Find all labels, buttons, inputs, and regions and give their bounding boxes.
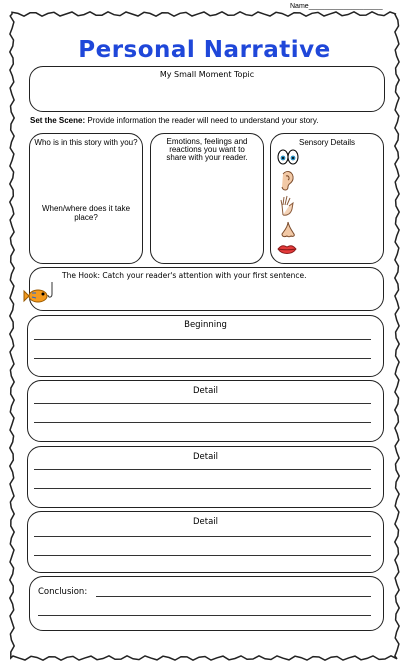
emotions-box [150,133,264,264]
lips-icon [277,244,297,255]
fish-hook-icon [22,282,60,306]
detail-box-1 [27,380,384,442]
writing-line[interactable] [34,488,371,489]
writing-line[interactable] [34,422,371,423]
writing-line[interactable] [34,536,371,537]
detail-box-3 [27,511,384,573]
set-scene-label: Set the Scene: [30,116,86,125]
writing-line[interactable] [34,555,371,556]
name-field [290,3,383,10]
sensory-label: Sensory Details [298,138,356,147]
beginning-box [27,315,384,377]
nose-icon [279,221,297,239]
detail-label: Detail [192,452,219,462]
hook-label: The Hook: Catch your reader's attention with your first sentence. [62,271,307,280]
conclusion-label: Conclusion: [38,587,88,597]
detail-label: Detail [192,386,219,396]
who-label: Who is in this story with you? [34,138,138,147]
set-scene-text [30,116,318,125]
hook-box [29,267,384,311]
set-scene-desc: Provide information the reader will need to understand your story. [85,116,319,125]
name-blank: ___________________ [308,3,383,10]
ear-icon [279,170,295,192]
who-where-box [29,133,143,264]
topic-box [29,66,385,112]
beginning-label: Beginning [184,320,227,330]
emotions-label: Emotions, feelings and reactions you want to share with your reader. [166,137,248,162]
writing-line[interactable] [96,596,371,597]
page-title: Personal Narrative [78,37,331,63]
hand-icon [279,195,296,217]
writing-line[interactable] [34,358,371,359]
writing-line[interactable] [38,615,371,616]
writing-line[interactable] [34,403,371,404]
topic-label: My Small Moment Topic [159,70,255,79]
name-label: Name [290,3,309,10]
conclusion-box [29,576,384,631]
sensory-box [270,133,384,264]
writing-line[interactable] [34,339,371,340]
writing-line[interactable] [34,469,371,470]
detail-box-2 [27,446,384,508]
eyes-icon [277,148,299,166]
where-label: When/where does it take place? [41,204,131,222]
detail-label: Detail [192,517,219,527]
